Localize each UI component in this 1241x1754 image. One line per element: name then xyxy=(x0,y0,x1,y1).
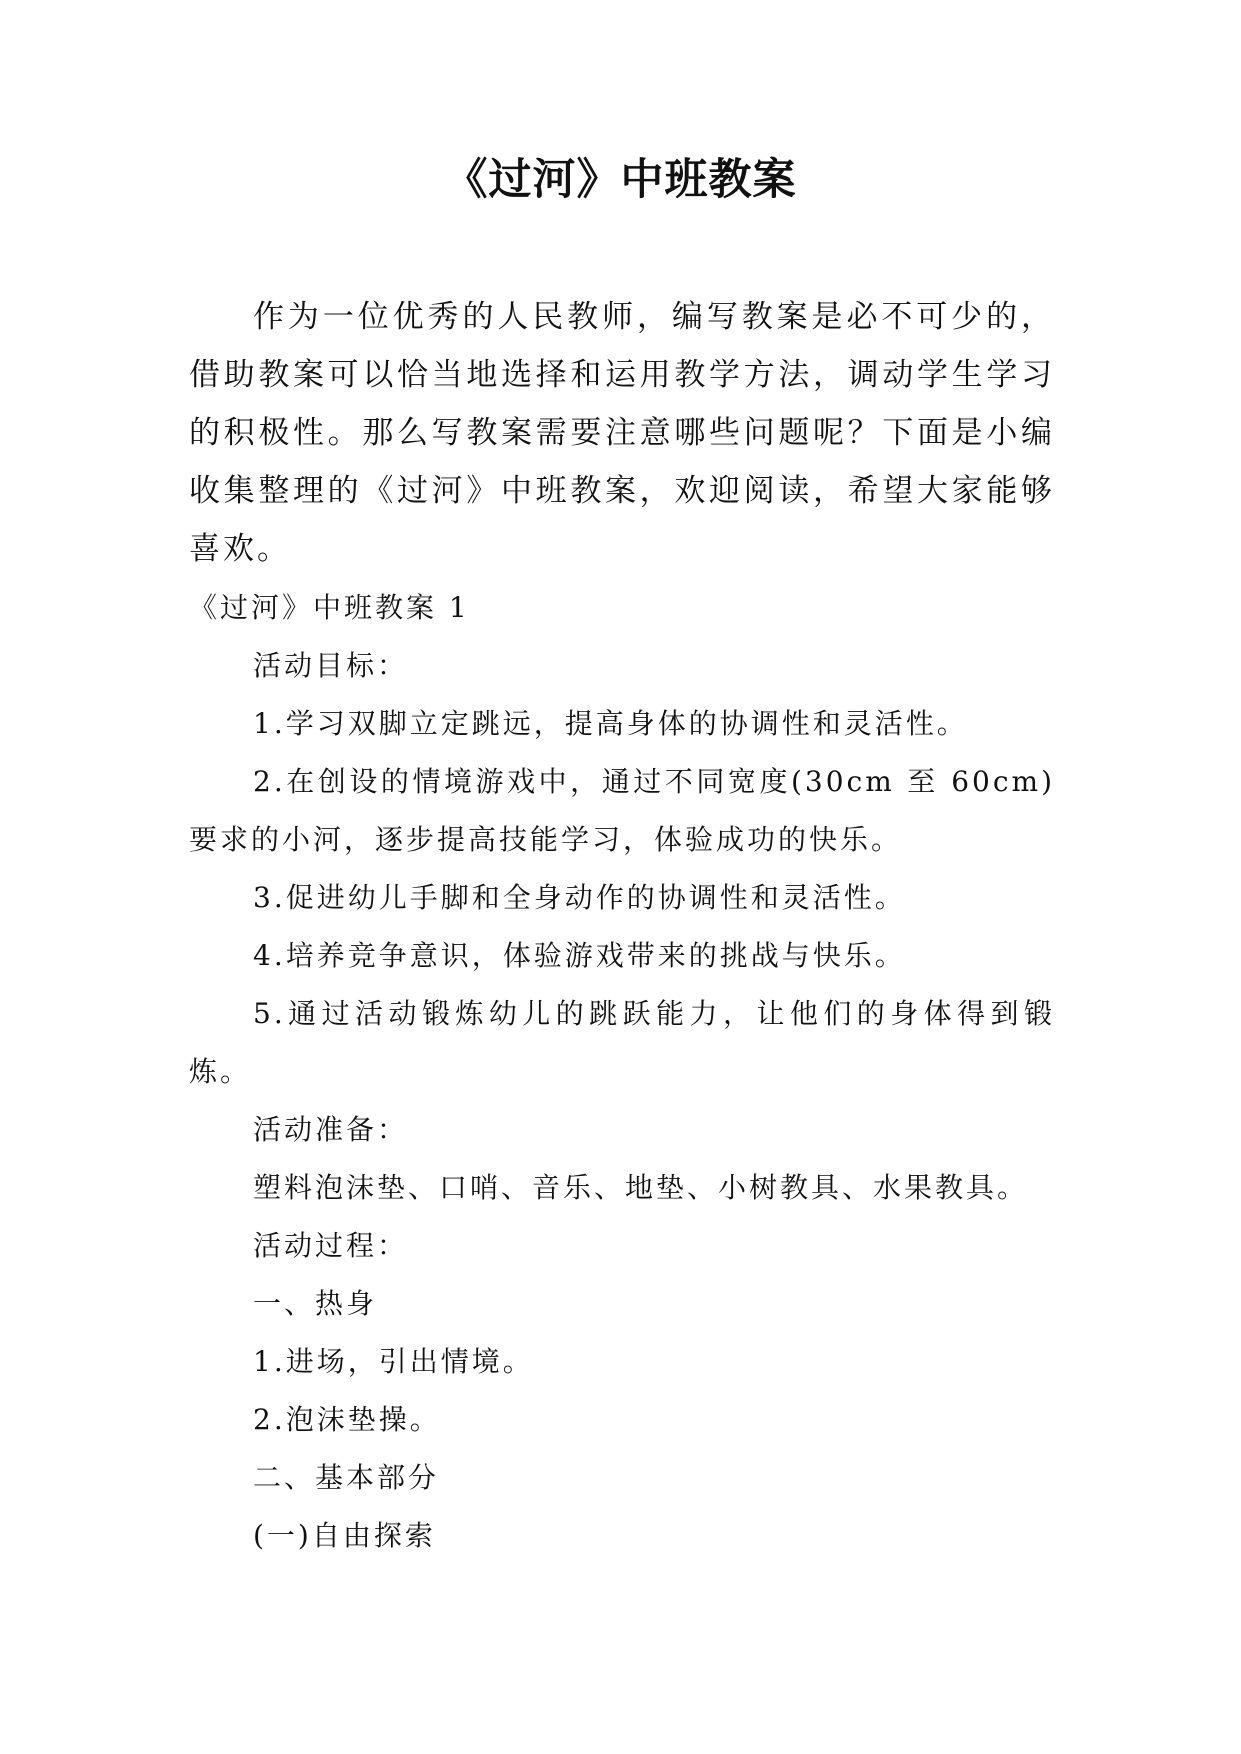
lesson-plan-body xyxy=(189,579,1055,1565)
process-part-warmup: 一、热身 xyxy=(253,1287,378,1320)
process-heading: 活动过程： xyxy=(253,1229,409,1262)
section-title: 《过河》中班教案 1 xyxy=(189,591,470,624)
activity-goal-item: 3.促进幼儿手脚和全身动作的协调性和灵活性。 xyxy=(253,881,906,914)
activity-goal-item: 5.通过活动锻炼幼儿的跳跃能力，让他们的身体得到锻炼。 xyxy=(189,997,1055,1088)
activity-goal-item: 4.培养竞争意识，体验游戏带来的挑战与快乐。 xyxy=(253,939,906,972)
process-part-basic: 二、基本部分 xyxy=(253,1461,440,1494)
activity-goal-item: 1.学习双脚立定跳远，提高身体的协调性和灵活性。 xyxy=(253,707,968,740)
process-subpart: (一)自由探索 xyxy=(253,1519,436,1552)
activity-goals-heading: 活动目标： xyxy=(253,649,409,682)
document-title: 《过河》中班教案 xyxy=(444,155,797,205)
preparation-heading: 活动准备： xyxy=(253,1113,409,1146)
preparation-text: 塑料泡沫垫、口哨、音乐、地垫、小树教具、水果教具。 xyxy=(253,1171,1029,1204)
intro-paragraph: 作为一位优秀的人民教师，编写教案是必不可少的，借助教案可以恰当地选择和运用教学方法，调动学生学习的积极性。那么写教案需要注意哪些问题呢？下面是小编收集整理的《过河》中班教案，欢迎阅读，希望大家能够喜欢。 xyxy=(189,299,1055,567)
process-step: 1.进场，引出情境。 xyxy=(253,1345,534,1378)
process-step: 2.泡沫垫操。 xyxy=(253,1403,441,1436)
activity-goal-item: 2.在创设的情境游戏中，通过不同宽度(30cm 至 60cm)要求的小河，逐步提高技能学习，体验成功的快乐。 xyxy=(189,765,1055,856)
